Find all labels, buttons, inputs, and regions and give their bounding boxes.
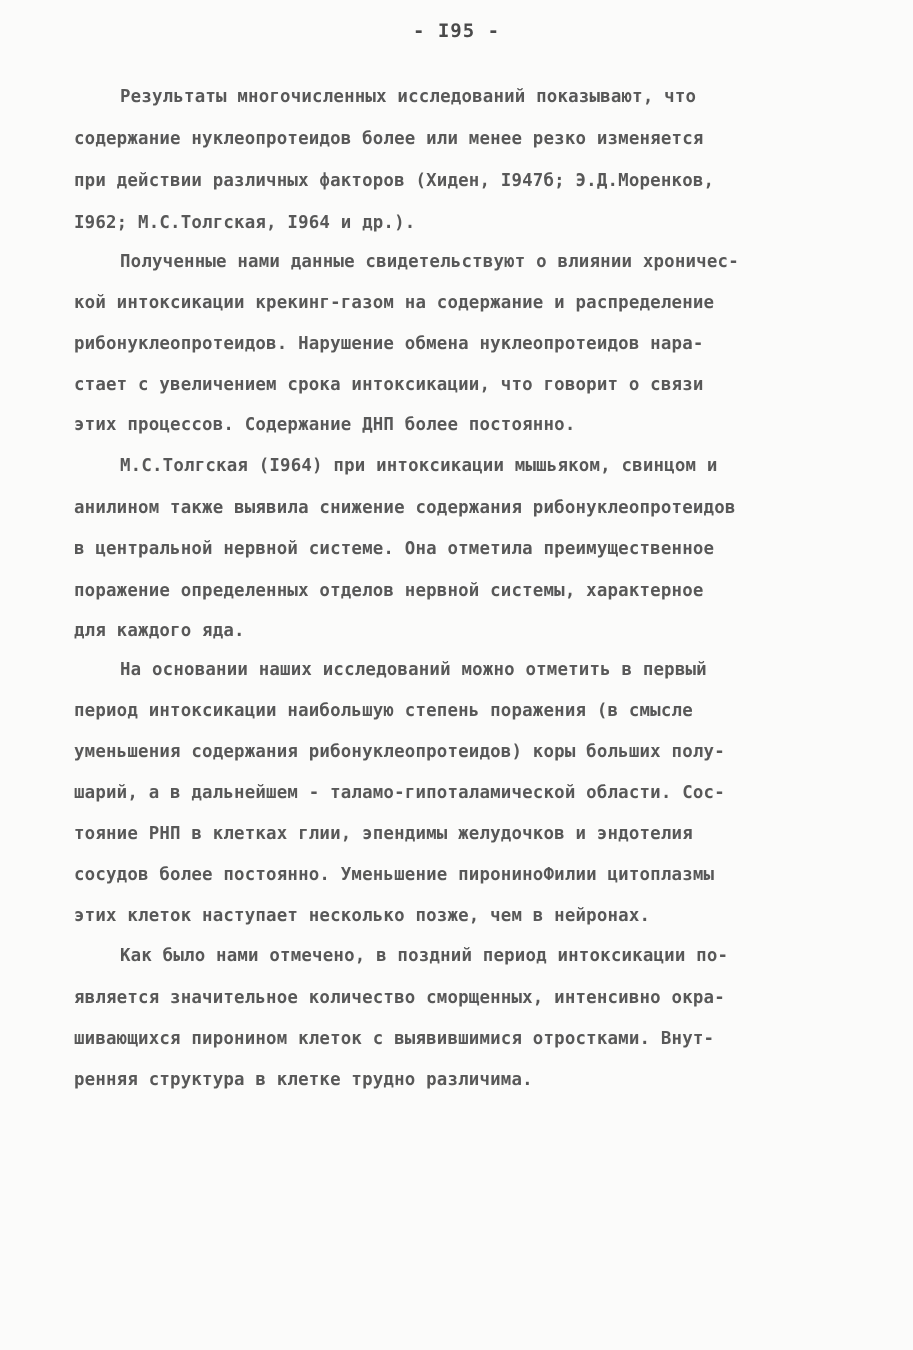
text-line: Результаты многочисленных исследований показывают, что (120, 87, 697, 107)
text-line: этих клеток наступает несколько позже, чем в нейронах. (74, 906, 651, 926)
text-line: Полученные нами данные свидетельствуют о влиянии хроничес- (120, 252, 739, 272)
text-line: I962; М.С.Толгская, I964 и др.). (74, 213, 416, 233)
text-line: сосудов более постоянно. Уменьшение пирониноФилии цитоплазмы (74, 865, 715, 885)
text-line: анилином также выявила снижение содержания рибонуклеопротеидов (74, 498, 736, 518)
text-line: является значительное количество сморщенных, интенсивно окра- (74, 988, 725, 1008)
text-line: для каждого яда. (74, 621, 245, 641)
text-line: кой интоксикации крекинг-газом на содержание и распределение (74, 293, 715, 313)
page-number: - I95 - (412, 20, 501, 42)
text-line: этих процессов. Содержание ДНП более постоянно. (74, 415, 576, 435)
text-line: период интоксикации наибольшую степень поражения (в смысле (74, 701, 693, 721)
text-line: Как было нами отмечено, в поздний период интоксикации по- (120, 946, 729, 966)
text-line: На основании наших исследований можно отметить в первый (120, 660, 707, 680)
text-line: уменьшения содержания рибонуклеопротеидов) коры больших полу- (74, 742, 725, 762)
text-line: ренняя структура в клетке трудно различима. (74, 1070, 533, 1090)
text-line: рибонуклеопротеидов. Нарушение обмена нуклеопротеидов нара- (74, 334, 704, 354)
text-line: при действии различных факторов (Хиден, I947б; Э.Д.Моренков, (74, 171, 715, 191)
text-line: стает с увеличением срока интоксикации, что говорит о связи (74, 375, 704, 395)
text-line: поражение определенных отделов нервной системы, характерное (74, 581, 704, 601)
text-line: шарий, а в дальнейшем - таламо-гипоталамической области. Сос- (74, 783, 725, 803)
text-line: М.С.Толгская (I964) при интоксикации мышьяком, свинцом и (120, 456, 718, 476)
text-line: тояние РНП в клетках глии, эпендимы желудочков и эндотелия (74, 824, 693, 844)
text-line: в центральной нервной системе. Она отметила преимущественное (74, 539, 715, 559)
text-line: содержание нуклеопротеидов более или менее резко изменяется (74, 129, 704, 149)
text-line: шивающихся пиронином клеток с выявившимися отростками. Внут- (74, 1029, 715, 1049)
